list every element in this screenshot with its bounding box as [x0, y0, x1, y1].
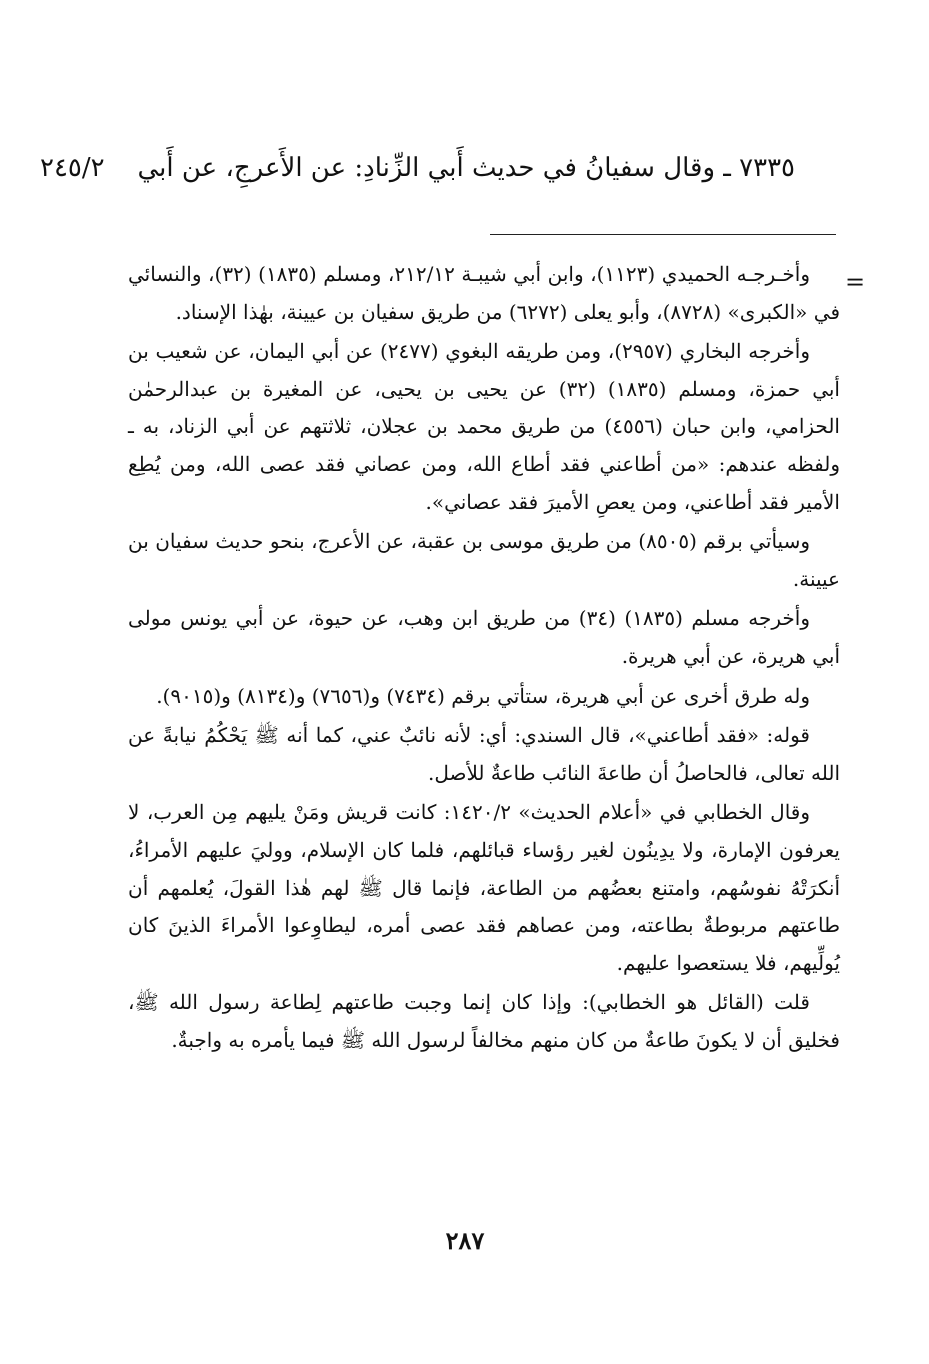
footnote-continuation-mark: =: [844, 268, 866, 296]
footnote-paragraph: وقال الخطابي في «أعلام الحديث» ١٤٢٠/٢: كانت قريش ومَنْ يليهم مِن العرب، لا يعرفون الإمارة، ولا يدِينُون لغير رؤساء قبائلهم، فلما كان الإسلام، ووليَ عليهم الأمراءُ، أنكرَتْهُ نفوسُهم، وامتنع بعضُهم من الطاعة، فإنما قال ﷺ لهم هٰذا القولَ، يُعلمهم أن طاعتهم مربوطةٌ بطاعته، ومن عصاهم فقد عصى أمره، ليطاوِعوا الأمراءَ الذينَ كان يُولِّيهم، فلا يستعصوا عليهم.: [128, 800, 840, 975]
footnote-paragraph: قلت (القائل هو الخطابي): وإذا كان إنما وجبت طاعتهم لِطاعة رسول الله ﷺ، فخليق أن لا يكونَ طاعةٌ من كان منهم مخالفاً لرسول الله ﷺ فيما يأمره به واجبةٌ.: [128, 990, 840, 1052]
footnote-separator: [490, 234, 836, 235]
footnotes: [128, 256, 840, 1061]
page-number: ٢٨٧: [445, 1226, 485, 1255]
footnote-paragraph: وأخـرجـه الحميدي (١١٢٣)، وابن أبي شيبـة ٢١٢/١٢، ومسلم (١٨٣٥) (٣٢)، والنسائي في «الكبرى» (٨٧٢٨)، وأبو يعلى (٦٢٧٢) من طريق سفيان بن عيينة، بهٰذا الإسناد.: [128, 262, 840, 324]
footnote-paragraph: وسيأتي برقم (٨٥٠٥) من طريق موسى بن عقبة، عن الأعرج، بنحو حديث سفيان بن عيينة.: [128, 529, 840, 591]
footnote-paragraph: وله طرق أخرى عن أبي هريرة، ستأتي برقم (٧٤٣٤) و(٧٦٥٦) و(٨١٣٤) و(٩٠١٥).: [156, 683, 810, 708]
footnote-paragraph: قوله: «فقد أطاعني»، قال السندي: أي: لأنه نائبٌ عني، كما أنه ﷺ يَحْكُمُ نيابةً عن الله تعالى، فالحاصلُ أن طاعةَ النائب طاعةٌ للأصل.: [128, 723, 840, 785]
footnote-paragraph: وأخرجه مسلم (١٨٣٥) (٣٤) من طريق ابن وهب، عن حيوة، عن أبي يونس مولى أبي هريرة، عن أبي هريرة.: [128, 606, 840, 668]
volume-page-reference: ٢٤٥/٢: [40, 153, 105, 183]
footnote-paragraph: وأخرجه البخاري (٢٩٥٧)، ومن طريقه البغوي (٢٤٧٧) عن أبي اليمان، عن شعيب بن أبي حمزة، ومسلم (١٨٣٥) (٣٢) عن يحيى بن يحيى، عن المغيرة بن عبدالرحمٰن الحزامي، وابن حبان (٤٥٥٦) من طريق محمد بن عجلان، ثلاثتهم عن أبي الزناد، به ـ ولفظه عندهم: «من أطاعني فقد أطاع الله، ومن عصاني فقد عصى الله، ومن يُطِع الأمير فقد أطاعني، ومن يعصِ الأميرَ فقد عصاني».: [128, 339, 840, 514]
hadith-line: ٧٣٣٥ ـ وقال سفيانُ في حديث أَبي الزِّنادِ: عن الأَعرجِ، عن أَبي: [137, 153, 795, 183]
